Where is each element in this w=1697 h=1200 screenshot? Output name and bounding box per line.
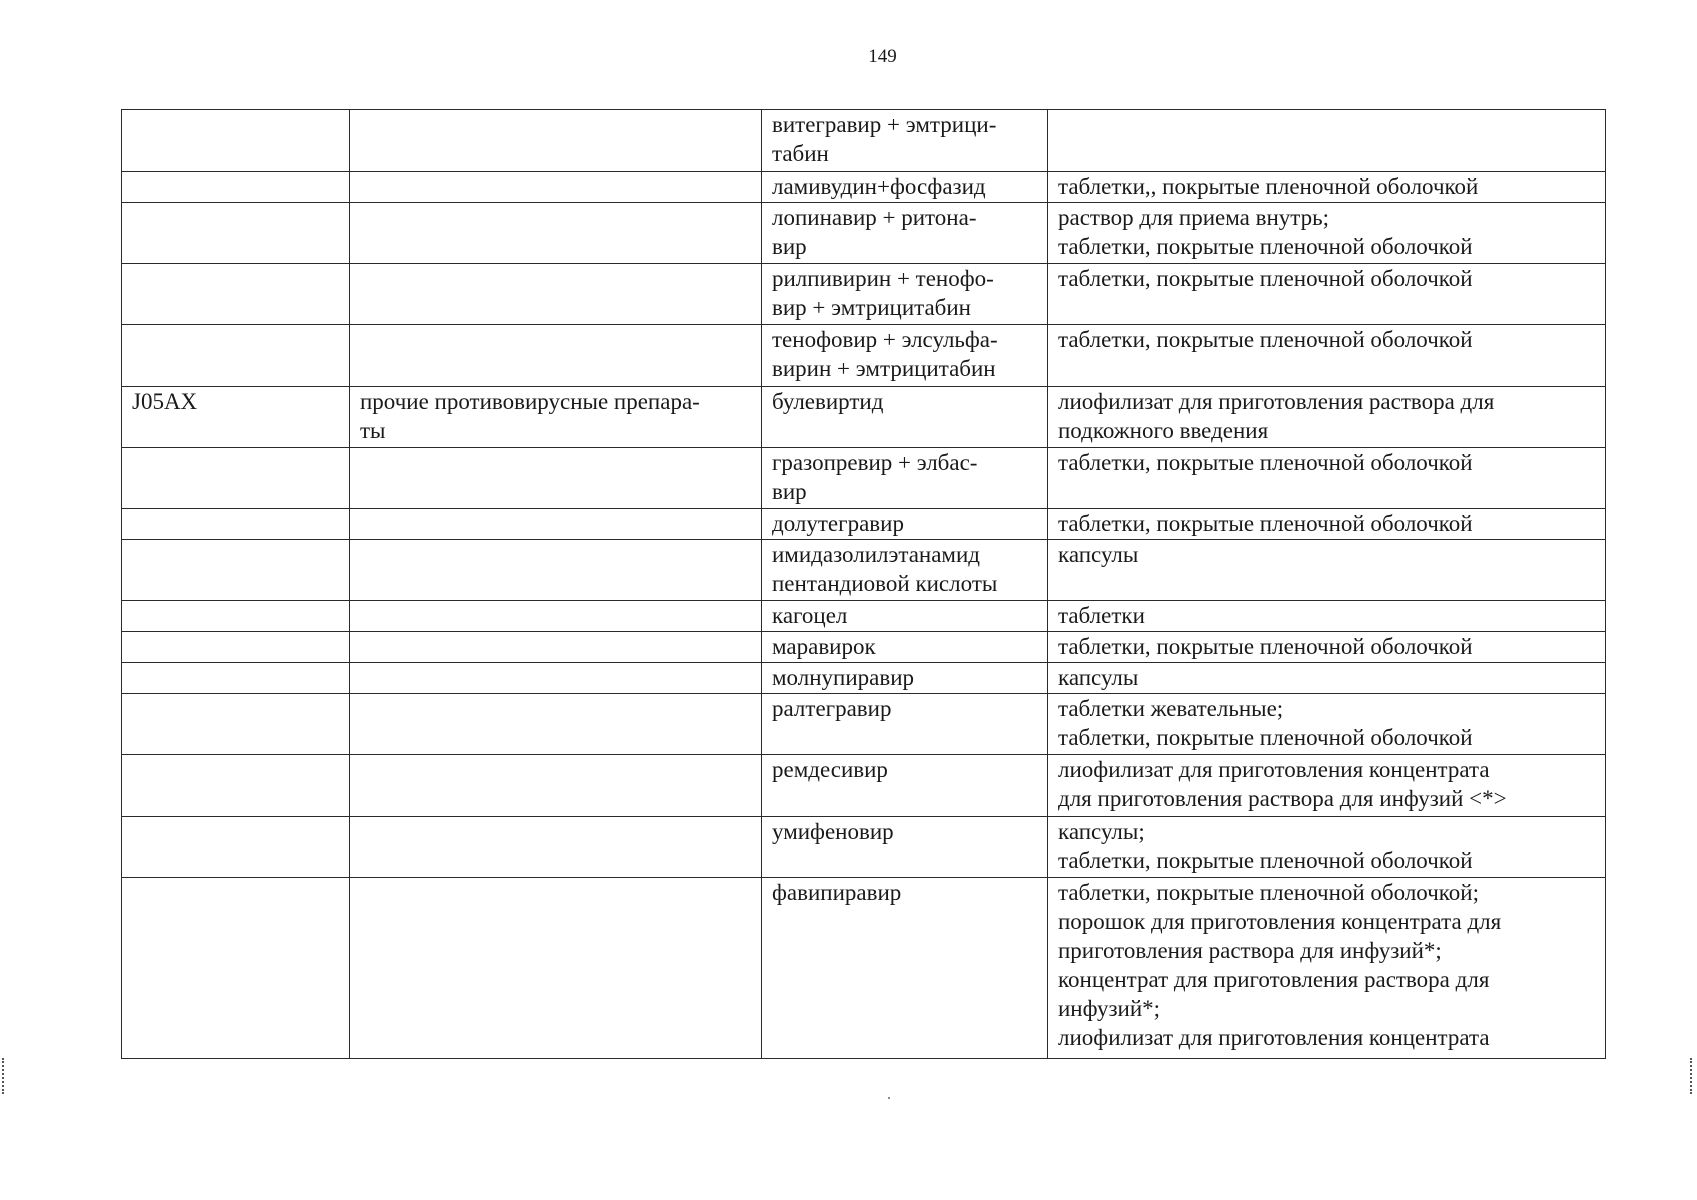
table-row (122, 203, 1606, 264)
group-cell (350, 878, 762, 1059)
table-row (122, 878, 1606, 1059)
dosage-forms-cell (1048, 663, 1606, 694)
dosage-forms-cell (1048, 172, 1606, 203)
cell-text-line: вир + эмтрицитабин (772, 295, 971, 320)
group-cell (350, 110, 762, 172)
left-edge-marks (2, 1058, 7, 1094)
drug-name-cell (762, 509, 1048, 540)
drug-name-cell (762, 110, 1048, 172)
cell-text-line: вир (772, 479, 807, 504)
right-edge-marks (1690, 1058, 1695, 1094)
cell-text-line: раствор для приема внутрь; (1058, 205, 1329, 230)
dosage-forms-cell (1048, 387, 1606, 448)
cell-text-line: умифеновир (772, 819, 894, 844)
cell-text-line: рилпивирин + тенофо- (772, 266, 994, 291)
table-row (122, 540, 1606, 601)
cell-text-line: таблетки, покрытые пленочной оболочкой (1058, 234, 1473, 259)
cell-text-line: таблетки (1058, 603, 1145, 628)
cell-text-line: подкожного введения (1058, 418, 1269, 443)
cell-text-line: лиофилизат для приготовления раствора для (1058, 389, 1495, 414)
table-row (122, 663, 1606, 694)
drug-name-cell (762, 540, 1048, 601)
cell-text-line: порошок для приготовления концентрата для (1058, 909, 1502, 934)
cell-text-line: маравирок (772, 634, 876, 659)
cell-text-line: кагоцел (772, 603, 848, 628)
cell-text-line: таблетки,, покрытые пленочной оболочкой (1058, 174, 1479, 199)
cell-text-line: молнупиравир (772, 665, 915, 690)
atc-code-cell (122, 264, 350, 325)
atc-code-cell (122, 663, 350, 694)
cell-text-line: таблетки, покрытые пленочной оболочкой (1058, 266, 1473, 291)
atc-code-cell (122, 172, 350, 203)
dosage-forms-cell (1048, 540, 1606, 601)
drug-name-cell (762, 601, 1048, 632)
atc-code-cell (122, 601, 350, 632)
cell-text-line: капсулы; (1058, 819, 1145, 844)
cell-text-line: для приготовления раствора для инфузий <*> (1058, 786, 1507, 811)
dosage-forms-cell (1048, 601, 1606, 632)
table-row (122, 755, 1606, 817)
drug-name-cell (762, 632, 1048, 663)
table-row (122, 387, 1606, 448)
atc-code-cell (122, 878, 350, 1059)
cell-text-line: фавипиравир (772, 880, 902, 905)
cell-text-line: лиофилизат для приготовления концентрата (1058, 757, 1490, 782)
drug-name-cell (762, 663, 1048, 694)
atc-code-cell (122, 325, 350, 387)
drug-name-cell (762, 448, 1048, 509)
dosage-forms-cell (1048, 325, 1606, 387)
drug-table (121, 109, 1606, 1059)
dosage-forms-cell (1048, 110, 1606, 172)
group-cell (350, 509, 762, 540)
group-cell (350, 817, 762, 878)
drug-name-cell (762, 387, 1048, 448)
atc-code-cell (122, 448, 350, 509)
cell-text-line: долутегравир (772, 511, 904, 536)
group-cell (350, 540, 762, 601)
cell-text-line: таблетки, покрытые пленочной оболочкой (1058, 450, 1473, 475)
atc-code-cell (122, 632, 350, 663)
dosage-forms-cell (1048, 203, 1606, 264)
dosage-forms-cell (1048, 264, 1606, 325)
table-row (122, 172, 1606, 203)
dosage-forms-cell (1048, 878, 1606, 1059)
cell-text-line: ралтегравир (772, 696, 892, 721)
group-cell (350, 601, 762, 632)
group-cell (350, 203, 762, 264)
cell-text-line: вирин + эмтрицитабин (772, 356, 996, 381)
cell-text-line: ремдесивир (772, 757, 888, 782)
cell-text-line: таблетки, покрытые пленочной оболочкой (1058, 848, 1473, 873)
cell-text-line: табин (772, 141, 829, 166)
table-row (122, 448, 1606, 509)
cell-text-line: гразопревир + элбас- (772, 450, 978, 475)
cell-text-line: таблетки, покрытые пленочной оболочкой (1058, 725, 1473, 750)
group-cell (350, 325, 762, 387)
table-row (122, 509, 1606, 540)
group-cell (350, 172, 762, 203)
dosage-forms-cell (1048, 632, 1606, 663)
cell-text-line: ламивудин+фосфазид (772, 174, 986, 199)
drug-name-cell (762, 817, 1048, 878)
cell-text-line: имидазолилэтанамид (772, 542, 980, 567)
table-body (122, 110, 1606, 1059)
drug-name-cell (762, 694, 1048, 755)
cell-text-line: тенофовир + элсульфа- (772, 327, 998, 352)
group-cell (350, 663, 762, 694)
table-row (122, 632, 1606, 663)
cell-text-line: приготовления раствора для инфузий*; (1058, 938, 1442, 963)
atc-code-cell (122, 387, 350, 448)
table-row (122, 817, 1606, 878)
atc-code-cell (122, 110, 350, 172)
cell-text-line: J05AX (132, 389, 198, 414)
scan-speck (888, 1097, 890, 1099)
dosage-forms-cell (1048, 817, 1606, 878)
drug-name-cell (762, 878, 1048, 1059)
cell-text-line: таблетки, покрытые пленочной оболочкой (1058, 511, 1473, 536)
table-row (122, 264, 1606, 325)
cell-text-line: капсулы (1058, 665, 1139, 690)
cell-text-line: таблетки, покрытые пленочной оболочкой (1058, 327, 1473, 352)
atc-code-cell (122, 694, 350, 755)
table-row (122, 694, 1606, 755)
drug-name-cell (762, 264, 1048, 325)
page-number: 149 (868, 46, 897, 67)
cell-text-line: ты (360, 418, 386, 443)
cell-text-line: пентандиовой кислоты (772, 571, 998, 596)
atc-code-cell (122, 540, 350, 601)
cell-text-line: вир (772, 234, 807, 259)
cell-text-line: булевиртид (772, 389, 884, 414)
table-row (122, 601, 1606, 632)
group-cell (350, 448, 762, 509)
cell-text-line: лопинавир + ритона- (772, 205, 977, 230)
cell-text-line: лиофилизат для приготовления концентрата (1058, 1025, 1490, 1050)
cell-text-line: концентрат для приготовления раствора для (1058, 967, 1490, 992)
cell-text-line: таблетки жевательные; (1058, 696, 1284, 721)
group-cell (350, 264, 762, 325)
atc-code-cell (122, 509, 350, 540)
group-cell (350, 632, 762, 663)
dosage-forms-cell (1048, 509, 1606, 540)
group-cell (350, 755, 762, 817)
dosage-forms-cell (1048, 448, 1606, 509)
group-cell (350, 694, 762, 755)
cell-text-line: капсулы (1058, 542, 1139, 567)
drug-name-cell (762, 203, 1048, 264)
drug-name-cell (762, 755, 1048, 817)
table-row (122, 110, 1606, 172)
atc-code-cell (122, 203, 350, 264)
drug-name-cell (762, 172, 1048, 203)
cell-text-line: прочие противовирусные препара- (360, 389, 700, 414)
group-cell (350, 387, 762, 448)
cell-text-line: инфузий*; (1058, 996, 1161, 1021)
cell-text-line: витегравир + эмтрици- (772, 112, 997, 137)
cell-text-line: таблетки, покрытые пленочной оболочкой (1058, 634, 1473, 659)
atc-code-cell (122, 755, 350, 817)
atc-code-cell (122, 817, 350, 878)
dosage-forms-cell (1048, 694, 1606, 755)
drug-name-cell (762, 325, 1048, 387)
cell-text-line: таблетки, покрытые пленочной оболочкой; (1058, 880, 1479, 905)
table-row (122, 325, 1606, 387)
dosage-forms-cell (1048, 755, 1606, 817)
